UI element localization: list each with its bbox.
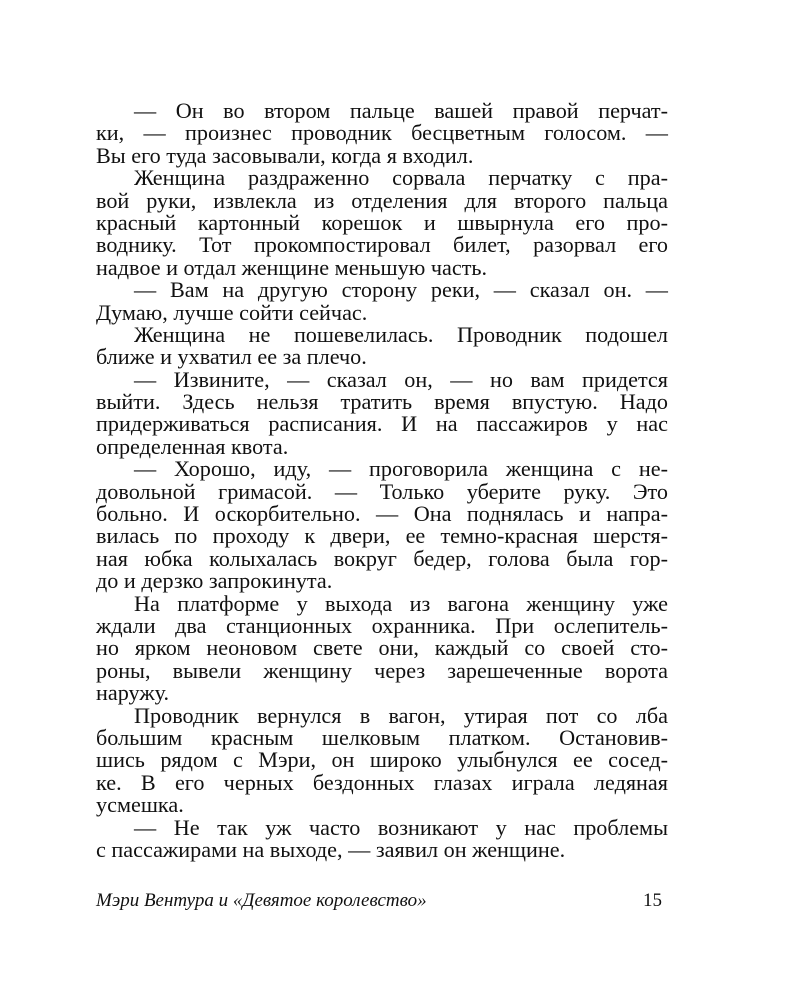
text-line: ки, — произнес проводник бесцветным голосом. — [96,120,668,146]
text-line: определенная квота. [96,433,289,459]
text-line: Думаю, лучше сойти сейчас. [96,299,368,325]
text-line: ближе и ухватил ее за плечо. [96,344,367,370]
running-title: Мэри Вентура и «Девятое королевство» [96,890,427,911]
text-line: Женщина раздраженно сорвала перчатку с пра- [134,165,668,191]
text-line: Вы его туда засовывали, когда я входил. [96,142,474,168]
text-line: до и дерзко запрокинута. [96,568,333,594]
paragraph-8 [96,702,668,818]
text-line: ждали два станционных охранника. При ослепитель- [96,612,668,638]
page-body [96,100,668,861]
text-line: но ярком неоновом свете они, каждый со своей сто- [96,635,668,661]
text-line: На платформе у выхода из вагона женщину уже [134,590,668,616]
text-line: — Не так уж часто возникают у нас проблемы [134,814,668,840]
text-line: с пассажирами на выходе, — заявил он женщине. [96,836,566,862]
text-line: усмешка. [96,792,184,818]
text-line: — Вам на другую сторону реки, — сказал он. — [134,277,668,303]
text-line: — Хорошо, иду, — проговорила женщина с не- [134,456,668,482]
text-line: выйти. Здесь нельзя тратить время впустую. Надо [96,389,668,415]
text-line: — Извините, — сказал он, — но вам придется [134,366,668,392]
text-line: красный картонный корешок и швырнула его про- [96,209,668,235]
text-line: роны, вывели женщину через зарешеченные ворота [96,657,668,683]
text-line: больно. И оскорбительно. — Она поднялась и напра- [96,501,668,527]
text-line: шись рядом с Мэри, он широко улыбнулся ее сосед- [96,747,668,773]
paragraph-5 [96,366,668,459]
text-line: ке. В его черных бездонных глазах играла ледяная [96,769,668,795]
paragraph-2 [96,167,668,279]
text-line: большим красным шелковым платком. Остановив- [96,724,668,750]
page-number: 15 [643,890,662,911]
text-line: Проводник вернулся в вагон, утирая пот со лба [134,702,668,728]
page-footer [96,888,662,914]
text-line: воднику. Тот прокомпостировал билет, разорвал его [96,232,668,258]
paragraph-6 [96,458,668,592]
text-line: вилась по проходу к двери, ее темно-красная шерстя- [96,523,668,549]
text-line: — Он во втором пальце вашей правой перчат- [134,98,668,123]
paragraph-9 [96,814,668,862]
paragraph-4 [96,321,668,370]
paragraph-7 [96,590,668,706]
paragraph-3 [96,279,668,324]
text-line: наружу. [96,680,170,706]
text-line: довольной гримасой. — Только уберите руку. Это [96,478,668,504]
text-line: придерживаться расписания. И на пассажиров у нас [96,411,668,437]
text-line: надвое и отдал женщине меньшую часть. [96,254,488,280]
paragraph-1 [96,100,668,167]
text-line: Женщина не пошевелилась. Проводник подошел [134,321,668,347]
text-line: ная юбка колыхалась вокруг бедер, голова была гор- [96,545,668,571]
text-line: вой руки, извлекла из отделения для второго пальца [96,187,668,213]
